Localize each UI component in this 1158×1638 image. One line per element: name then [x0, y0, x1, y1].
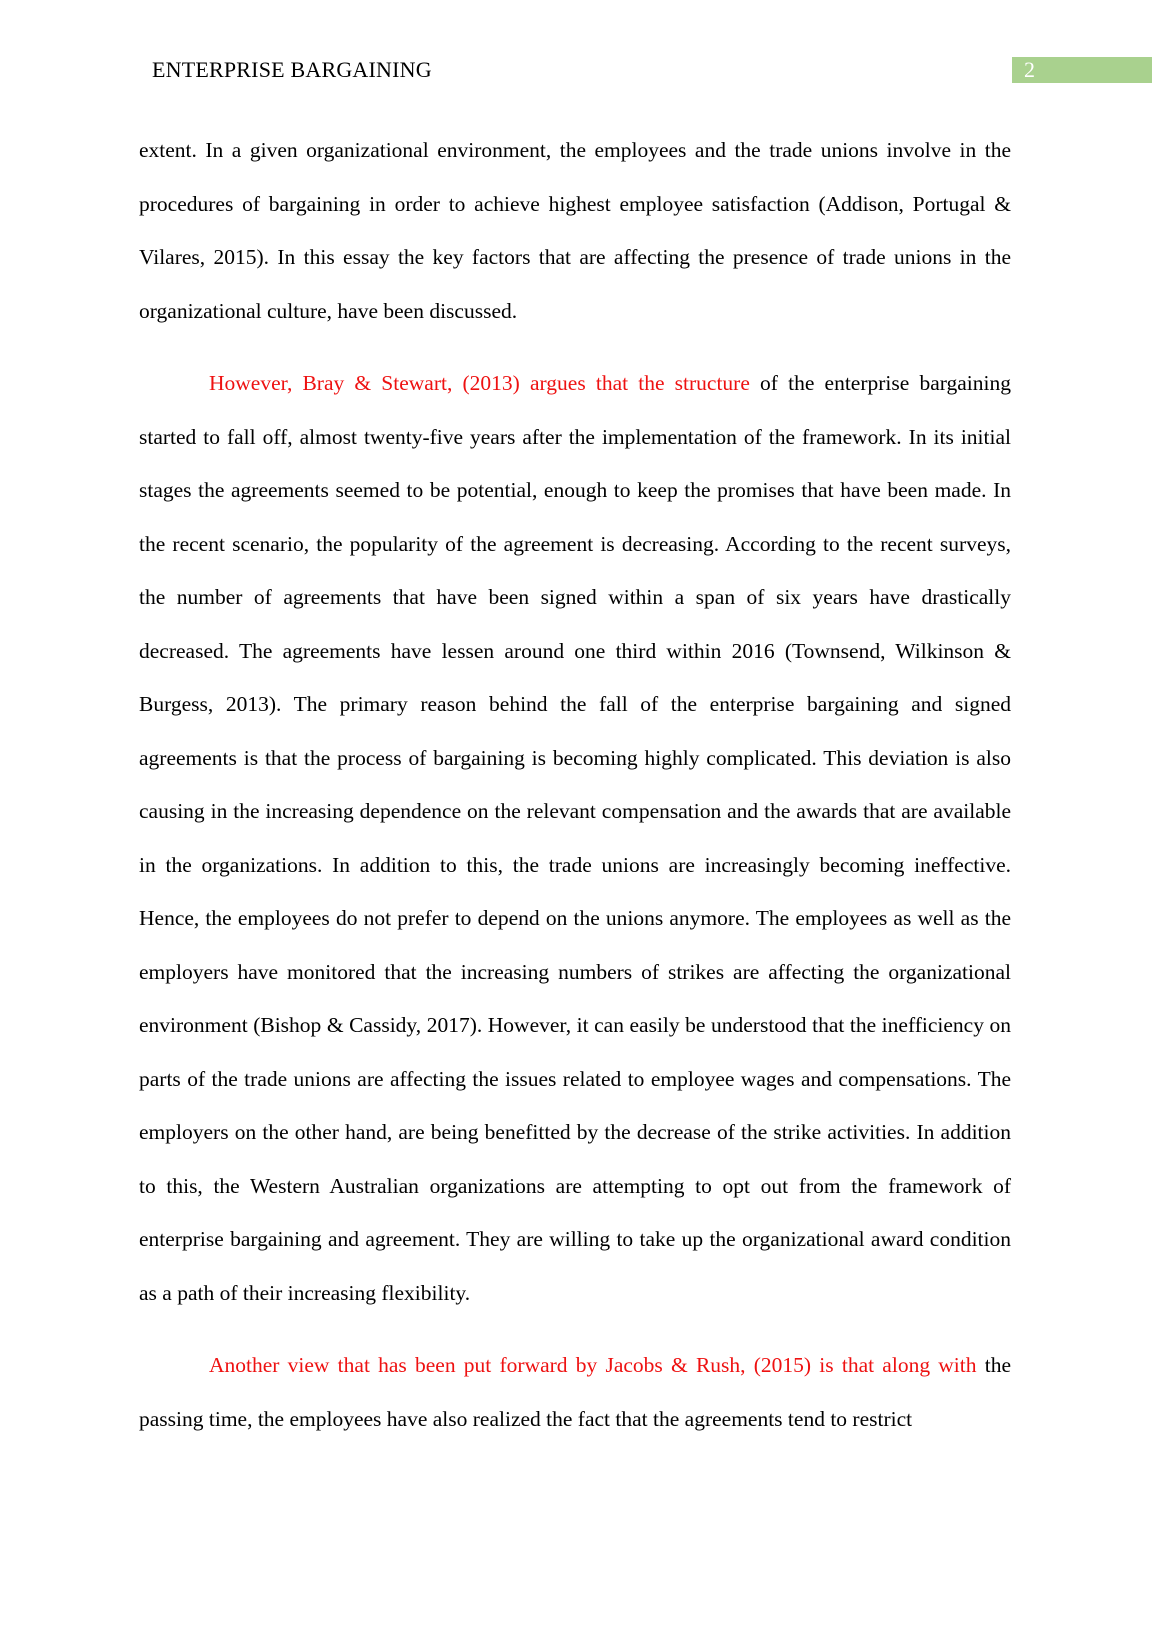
paragraph-1-text: extent. In a given organizational environment, the employees and the trade unions involve in the procedures of bargaining in order to achieve highest employee satisfaction (Addison, Portugal & Vilares, 2015). In this essay the key factors that are affecting the presence of trade unions in the organizational culture, have been discussed.: [139, 138, 1011, 323]
paragraph-1: [139, 124, 1011, 338]
running-header-title: ENTERPRISE BARGAINING: [152, 57, 432, 82]
paragraph-2-highlighted-text: However, Bray & Stewart, (2013) argues that the structure: [209, 371, 750, 395]
page-number-badge: 2: [1012, 57, 1152, 83]
paragraph-3-highlighted-text: Another view that has been put forward by Jacobs & Rush, (2015) is that along with: [209, 1353, 977, 1377]
paragraph-3: [139, 1339, 1011, 1446]
paragraph-2: [139, 357, 1011, 1320]
paragraph-3-text: the passing time, the employees have also realized the fact that the agreements tend to restrict: [139, 1353, 1011, 1431]
body-text: [139, 124, 1011, 1465]
paragraph-2-text: of the enterprise bargaining started to fall off, almost twenty-five years after the implementation of the framework. In its initial stages the agreements seemed to be potential, enough to keep the promises that have been made. In the recent scenario, the popularity of the agreement is decreasing. According to the recent surveys, the number of agreements that have been signed within a span of six years have drastically decreased. The agreements have lessen around one third within 2016 (Townsend, Wilkinson & Burgess, 2013). The primary reason behind the fall of the enterprise bargaining and signed agreements is that the process of bargaining is becoming highly complicated. This deviation is also causing in the increasing dependence on the relevant compensation and the awards that are available in the organizations. In addition to this, the trade unions are increasingly becoming ineffective. Hence, the employees do not prefer to depend on the unions anymore. The employees as well as the employers have monitored that the increasing numbers of strikes are affecting the organizational environment (Bishop & Cassidy, 2017). However, it can easily be understood that the inefficiency on parts of the trade unions are affecting the issues related to employee wages and compensations. The employers on the other hand, are being benefitted by the decrease of the strike activities. In addition to this, the Western Australian organizations are attempting to opt out from the framework of enterprise bargaining and agreement. They are willing to take up the organizational award condition as a path of their increasing flexibility.: [139, 371, 1011, 1305]
